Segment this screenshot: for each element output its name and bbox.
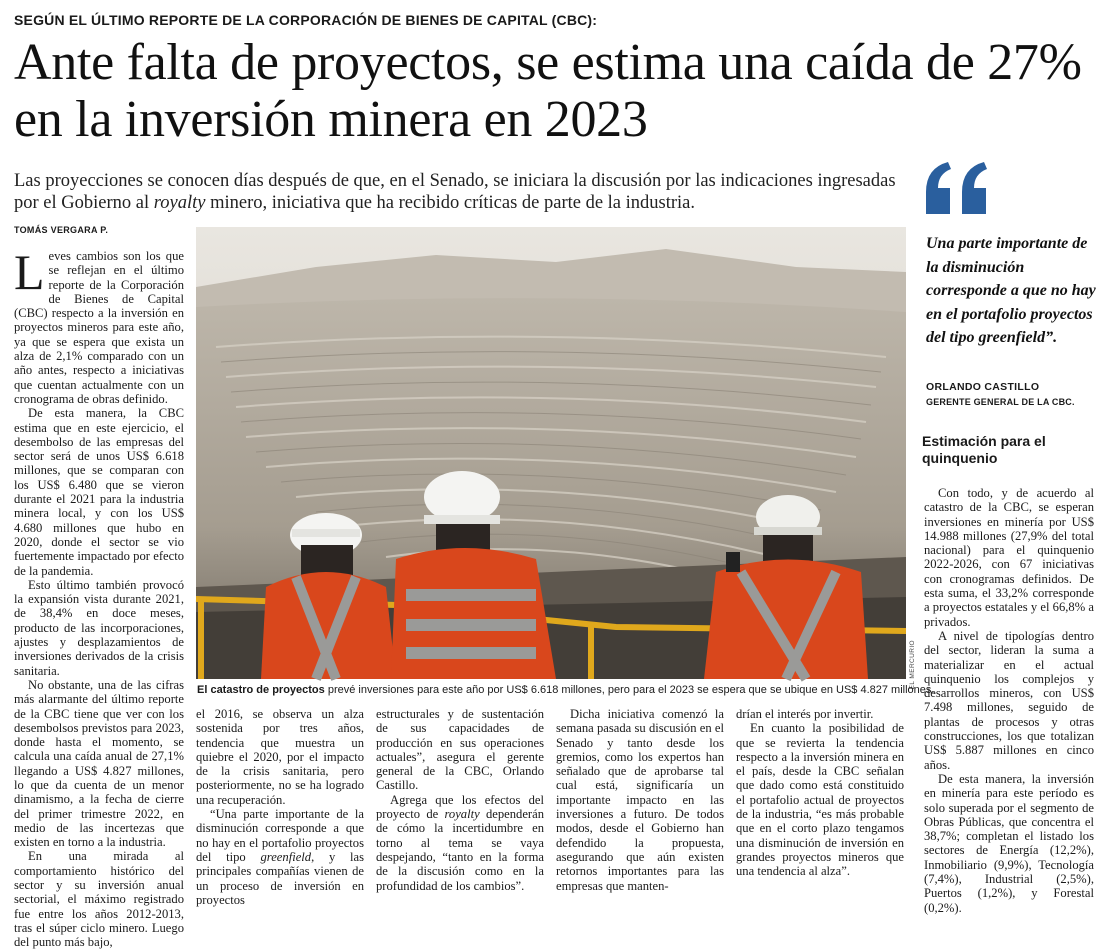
- paragraph: [196, 807, 364, 907]
- paragraph: No obstante, una de las cifras más alarmante del último reporte de la CBC tiene que ver con los desembolsos previstos para 2023, donde hasta el momento, se calcula una caída anual de 27,1% llegando a US$ 4.827 millones, lo que da cuenta de un menor dinamismo, a la fecha de cierre del primer trimestre 2022, en medio de las incertezas que existen en torno a la industria.: [14, 677, 184, 850]
- sidebar-subhead: Estimación para el quinquenio: [922, 433, 1046, 466]
- paragraph: De esta manera, la inversión en minería para este período es solo superada por el segmento de Obras Públicas, que concentra el 38,7%; completan el listado los sectores de Energía (12,2%), Inmobiliario (9,9%), Tecnología (7,4%), Industrial (2,5%), Puertos (1,2%), y Forestal (0,2%).: [924, 771, 1094, 915]
- column-2: [196, 707, 365, 907]
- quote-attribution-name: ORLANDO CASTILLO: [926, 381, 1040, 393]
- paragraph-text: eves cambios son los que se reflejan en el último reporte de la Corporación de Bienes de Capital (CBC) respecto a la inversión en proyectos mineros para este año, ya que se espera que exista un alza de 2,1% comparado con un año antes, respecto a iniciativas que cuentan actualmente con un cronograma de obras definido.: [14, 249, 184, 406]
- byline: TOMÁS VERGARA P.: [14, 225, 109, 235]
- paragraph: A nivel de tipologías dentro del sector, lideran la suma a materializar en el actual quinquenio los complejos y desarrollos mineros, con US$ 7.498 millones, seguido de plantas de procesos y otras construcciones, los que totalizan US$ 5.887 millones en cinco años.: [924, 628, 1094, 772]
- sidebar-column: [924, 486, 1094, 915]
- pull-quote: Una parte importante de la disminución corresponde a que no hay en el portafolio proyectos del tipo greenfield”.: [926, 235, 1096, 346]
- paragraph: [14, 244, 184, 406]
- paragraph-text: dependerán de cómo la incertidumbre en torno al tema se vaya despejando, “tanto en la forma de la discusión como en la profundidad de los cambios”.: [376, 807, 545, 893]
- deck-text-1: Las proyecciones se conocen días después de que, en el Senado, se iniciara la discusión por las indicaciones ingresadas por el Gobierno al: [14, 171, 896, 213]
- paragraph-text: “Una parte importante de la disminución corresponde a que no hay en el portafolio proyectos del tipo: [196, 807, 364, 864]
- mine-photo-illustration: [196, 227, 906, 679]
- deck: [14, 170, 914, 214]
- paragraph-text: Agrega que los efectos del proyecto de: [376, 792, 544, 822]
- headline: Ante falta de proyectos, se estima una caída de 27% en la inversión minera en 2023: [14, 34, 1082, 148]
- quote-attribution-role: GERENTE GENERAL DE LA CBC.: [926, 397, 1075, 407]
- column-3: [376, 707, 545, 893]
- paragraph: estructurales y de sustentación de sus capacidades de producción en sus operaciones actuales”, asegura el gerente general de la CBC, Orlando Castillo.: [376, 707, 544, 793]
- column-5: [736, 707, 904, 882]
- italic-term: royalty: [444, 807, 480, 822]
- deck-text-2: minero, iniciativa que ha recibido críticas de parte de la industria.: [205, 193, 696, 213]
- italic-term: greenfield: [260, 849, 312, 864]
- kicker: SEGÚN EL ÚLTIMO REPORTE DE LA CORPORACIÓN DE BIENES DE CAPITAL (CBC):: [14, 12, 598, 28]
- paragraph: En cuanto la posibilidad de que se revierta la tendencia respecto a la inversión minera en el país, desde la CBC señalan que dado como está constituido el portafolio actual de proyectos de la industria, “es más probable que en el corto plazo tengamos una disminución de inversión en grandes proyectos mineros que una tendencia al alza”.: [736, 721, 904, 879]
- mine-photo: [196, 227, 906, 679]
- paragraph: Esto último también provocó la expansión vista durante 2021, de 38,4% en doce meses, producto de las incorporaciones, ajustes y desplazamientos de inversiones derivados de la crisis sanitaria.: [14, 577, 184, 678]
- column-4: [556, 707, 724, 893]
- paragraph: Con todo, y de acuerdo al catastro de la CBC, se esperan inversiones en minería por US$ 14.988 millones (27,9% del total nacional) para el quinquenio 2022-2026, con 67 iniciativas con cronogramas definidos. De esta suma, el 33,2% corresponde a proyectos estatales y el 66,8% a privados.: [924, 486, 1094, 629]
- column-1: [14, 244, 184, 950]
- quote-mark-icon: [922, 158, 992, 218]
- drop-cap: L: [14, 244, 45, 300]
- paragraph-text: , y las principales compañías vienen de un proceso de inversión en proyectos: [196, 849, 365, 907]
- paragraph: En una mirada al comportamiento histórico del sector y su inversión anual sectorial, el máximo registrado fue entre los años 2012-2013, tras el súper ciclo minero. Luego del punto más bajo,: [14, 849, 184, 950]
- paragraph: el 2016, se observa un alza sostenida por tres años, tendencia que muestra un quiebre el 2020, por el impacto de la crisis sanitaria, pero posteriormente, no se ha logrado una recuperación.: [196, 707, 364, 807]
- photo-credit: EL MERCURIO: [909, 640, 916, 690]
- paragraph: Dicha iniciativa comenzó la semana pasada su discusión en el Senado y tanto desde los gremios, como los expertos han señalado que de aprobarse tal cual está, significaría un importante impacto en las inversiones a futuro. De todos modos, desde el Gobierno han defendido la propuesta, asegurando que aún existen retornos importantes para las empresas que manten-: [556, 707, 724, 893]
- deck-italic: royalty: [153, 193, 206, 213]
- caption-text: prevé inversiones para este año por US$ 6.618 millones, pero para el 2023 se espera que se ubique en US$ 4.827 millones.: [324, 684, 935, 696]
- paragraph: [376, 793, 544, 893]
- paragraph: De esta manera, la CBC estima que en este ejercicio, el desembolso de las empresas del sector será de unos US$ 6.618 millones, que se comparan con los US$ 6.480 que se vieron durante el 2021 para la industria minera local, y con los US$ 4.680 millones que hubo en 2020, donde el sector se vio fuertemente impactado por efecto de la pandemia.: [14, 406, 184, 578]
- caption-bold: El catastro de proyectos: [197, 684, 325, 696]
- photo-caption: [197, 684, 935, 696]
- paragraph: drían el interés por invertir.: [736, 707, 874, 721]
